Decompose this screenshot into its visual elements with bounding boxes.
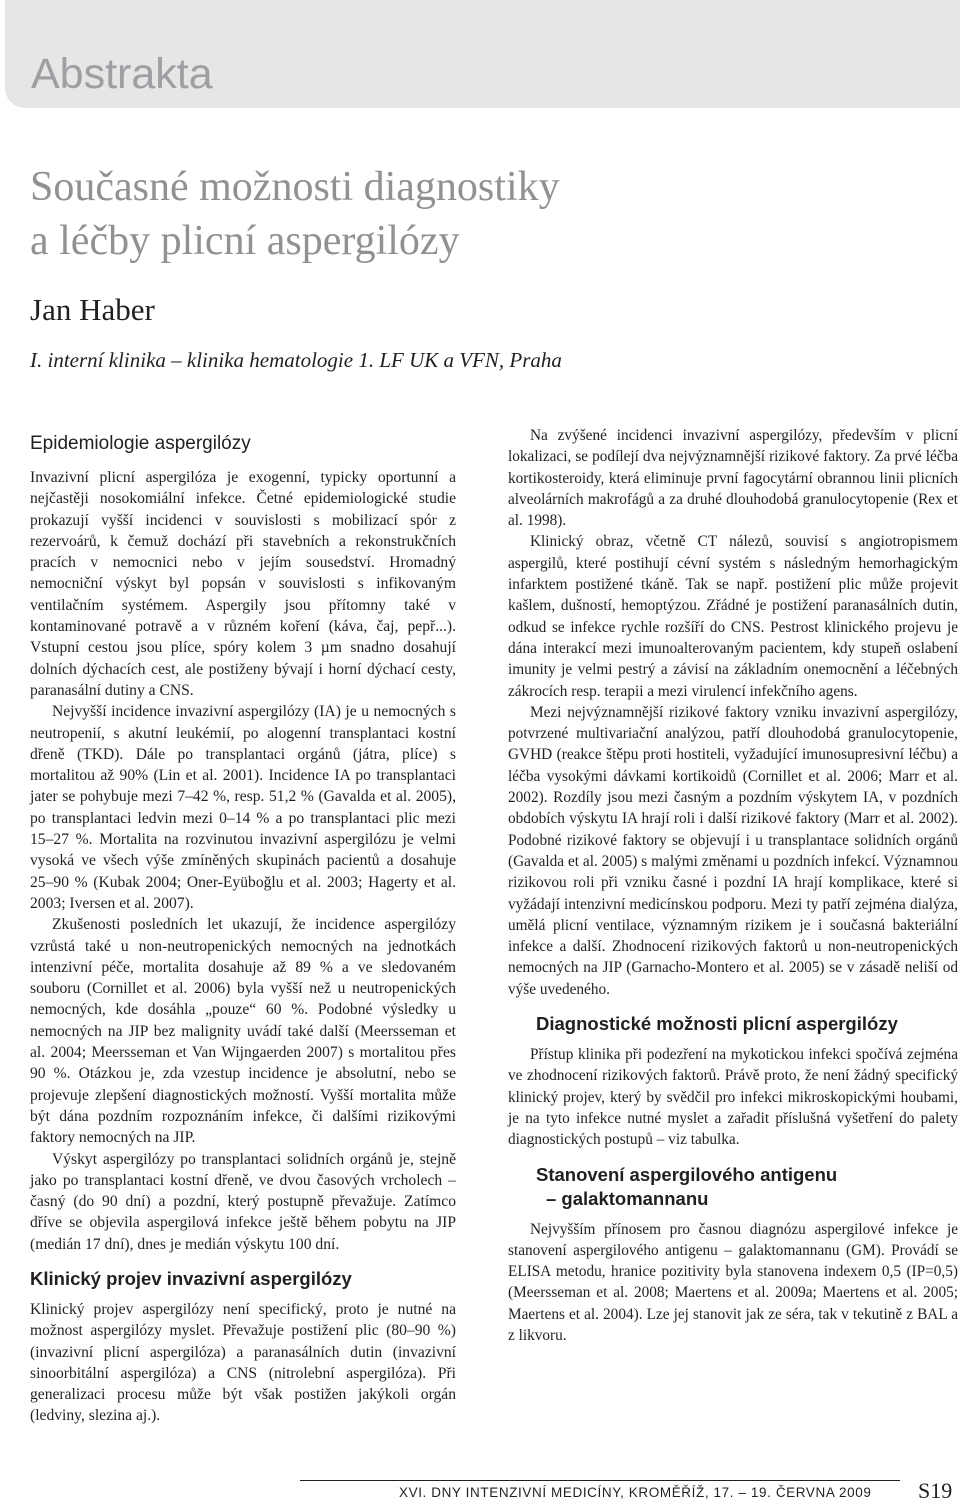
right-column xyxy=(508,425,958,1346)
paragraph: Výskyt aspergilózy po transplantaci solidních orgánů je, stejně jako po transplantaci kostní dřeně, ve dvou časových vrcholech – časný (do 90 dní) a pozdní, který postupně převažuje. Zatímco dříve se objevila aspergilová infekce ještě během pobytu na JIP (medián 17 dní), dnes je medián výskytu 100 dní. xyxy=(30,1150,456,1253)
section-heading-epidemiology: Epidemiologie aspergilózy xyxy=(30,433,251,454)
author-affiliation: I. interní klinika – klinika hematologie 1. LF UK a VFN, Praha xyxy=(30,348,562,372)
footer-divider xyxy=(300,1480,900,1481)
section-heading-antigen xyxy=(536,1163,958,1211)
paragraph: Invazivní plicní aspergilóza je exogenní, typicky oportunní a nejčastěji nosokomiální infekce. Četné epidemiologické studie prokazují vyšší incidenci v souvislosti s mobilizací spór z rezervoárů, k čemuž dochází při stavebních a rekonstrukčních pracích v nemocnici nebo v jejím sousedství. Hromadný nemocniční výskyt byl popsán v souvislosti s infikovaným ventilačním systémem. Aspergily jsou přítomny také v kontaminované potravě a v různém koření (káva, čaj, pepř...). Vstupní cestou jsou plíce, spóry kolem 3 µm snadno dosahují dolních dýchacích cest, ale postiženy bývají i horní dýchací cesty, paranasální dutiny a CNS. xyxy=(30,469,456,699)
page-number: S19 xyxy=(918,1478,953,1503)
article-title-line-2: a léčby plicní aspergilózy xyxy=(30,218,460,264)
section-heading-diagnostics: Diagnostické možnosti plicní aspergilózy xyxy=(536,1013,898,1035)
paragraph: Mezi nejvýznamnější rizikové faktory vzniku invazivní aspergilózy, potvrzené multivariační analýzou, patří dlouhodobá granulocytopenie, GVHD (reakce štěpu proti hostiteli, vyžadující imunosupresivní léčbu) a léčba vysokými dávkami kortikoidů (Cornillet et al. 2006; Marr et al. 2002). Rozdíly jsou mezi časným a pozdním výskytem IA, v pozdních obdobích výskytu IA hrají roli i další rizikové faktory (Marr et al. 2002). Podobné rizikové faktory se objevují i u transplantace solidních orgánů (Gavalda et al. 2005) s malými změnami u pozdních infekcí. Významnou rizikovou roli při vzniku časné i pozdní IA hrají komplikace, které si vyžádají intenzivní medicínskou podporu. Mezi ty patří zejména dialýza, umělá plicní ventilace, významným rizikem je i současná bakteriální infekce a další. Zhodnocení rizikových faktorů u non-neutropenických nemocných na JIP (Garnacho-Montero et al. 2005) se v zásadě neliší od výše uvedeného. xyxy=(508,703,958,998)
section-heading-antigen-line-1: Stanovení aspergilového antigenu xyxy=(536,1163,838,1185)
paragraph: Klinický obraz, včetně CT nálezů, souvisí s angiotropismem aspergilů, které postihují cévní systém s následným hemorhagickým infarktem postižené tkáně. Tak se např. postižení plic může projevit kašlem, dušností, hemoptýzou. Zřádné je postižení paranasálních dutin, odkud se infekce rychle rozšíří do CNS. Pestrost klinického projevu je dána interakcí mezi imunoalterovaným pacientem, kdy stupeň oslabení imunity je velmi pestrý a závisí na základním onemocnění a léčebných zákrocích resp. terapii a mezi virulencí infekčního agens. xyxy=(508,533,958,700)
section-heading-antigen-line-2: – galaktomannanu xyxy=(546,1187,709,1209)
author-name: Jan Haber xyxy=(30,292,155,327)
article-title xyxy=(30,160,560,268)
paragraph: Na zvýšené incidenci invazivní aspergilózy, především v plicní lokalizaci, se podílejí dva nejvýznamnější rizikové faktory. Za prvé léčba kortikosteroidy, která eliminuje první fagocytární obrannou linii plicních alveolárních makrofágů a za druhé dlouhodobá granulocytopenie (Rex et al. 1998). xyxy=(508,427,958,530)
paragraph: Nejvyšším přínosem pro časnou diagnózu aspergilové infekce je stanovení aspergilového antigenu – galaktomannanu (GM). Provádí se ELISA metodu, hranice pozitivity byla stanovena indexem 0,5 (IP=0,5) (Meersseman et al. 2008; Maertens et al. 2009a; Maertens et al. 2005; Maertens et al. 2004). Lze jej stanovit jak ze séra, tak v tekutině z BAL a z likvoru. xyxy=(508,1220,958,1344)
paragraph: Klinický projev aspergilózy není specifický, proto je nutné na možnost aspergilózy myslet. Převažuje postižení plic (80–90 %) (invazivní plicní aspergilóza) a paranasálních dutin (invazivní sinoorbitální aspergilóza) a CNS (nitrolební aspergilóza). Při generalizaci procesu může být však postižen jakýkoli orgán (ledviny, slezina aj.). xyxy=(30,1300,456,1425)
left-column xyxy=(30,420,456,1427)
paragraph: Přístup klinika při podezření na mykotickou infekci spočívá zejména ve zhodnocení rizikových faktorů. Právě proto, že není žádný specifický klinický projev, který by svědčil pro infekci mikroskopickými houbami, je na tyto infekce nutné myslet a zařadit příslušná vyšetření do palety diagnostických postupů – viz tabulka. xyxy=(508,1046,958,1149)
paragraph: Nejvyšší incidence invazivní aspergilózy (IA) je u nemocných s neutropenií, s akutní leukémií, po alogenní transplantaci kostní dřeně (TKD). Dále po transplantaci orgánů (játra, plíce) s mortalitou až 90% (Lin et al. 2001). Incidence IA po transplantaci jater se pohybuje mezi 7–42 %, resp. 51,2 % (Gavalda et al. 2005), po transplantaci ledvin mezi 0–14 % a po transplantaci plic mezi 15–27 %. Mortalita na rozvinutou invazivní aspergilózu je velmi vysoká ve všech výše zmíněných skupinách pacientů a dosahuje 25–90 % (Kubak 2004; Oner-Eyüboğlu et al. 2003; Hagerty et al. 2003; Iversen et al. 2007). xyxy=(30,703,456,912)
paragraph: Zkušenosti posledních let ukazují, že incidence aspergilózy vzrůstá také u non-neutropenických nemocných na jednotkách intenzivní péče, mortalita dosahuje až 89 % a ve sledovaném souboru (Cornillet et al. 2006) byla vyšší než u neutropenických nemocných, kde dosáhla „pouze“ 60 %. Podobné výsledky u nemocných na JIP bez malignity uvádí také další (Meersseman et al. 2004; Meersseman et Van Wijngaerden 2007) s mortalitou přes 90 %. Otázkou je, zda vzestup incidence je absolutní, nebo se projevuje zlepšení diagnostických možností. Vyšší mortalita může být dána pozdním rozpoznáním infekce, či dalšími rizikovými faktory nemocných na JIP. xyxy=(30,916,456,1147)
article-title-line-1: Současné možnosti diagnostiky xyxy=(30,164,560,210)
section-title: Abstrakta xyxy=(31,50,213,98)
footer-conference: XVI. DNY INTENZIVNÍ MEDICÍNY, KROMĚŘÍŽ, 17. – 19. ČERVNA 2009 xyxy=(399,1485,872,1500)
section-banner xyxy=(5,0,960,108)
section-heading-clinical: Klinický projev invazivní aspergilózy xyxy=(30,1267,352,1289)
